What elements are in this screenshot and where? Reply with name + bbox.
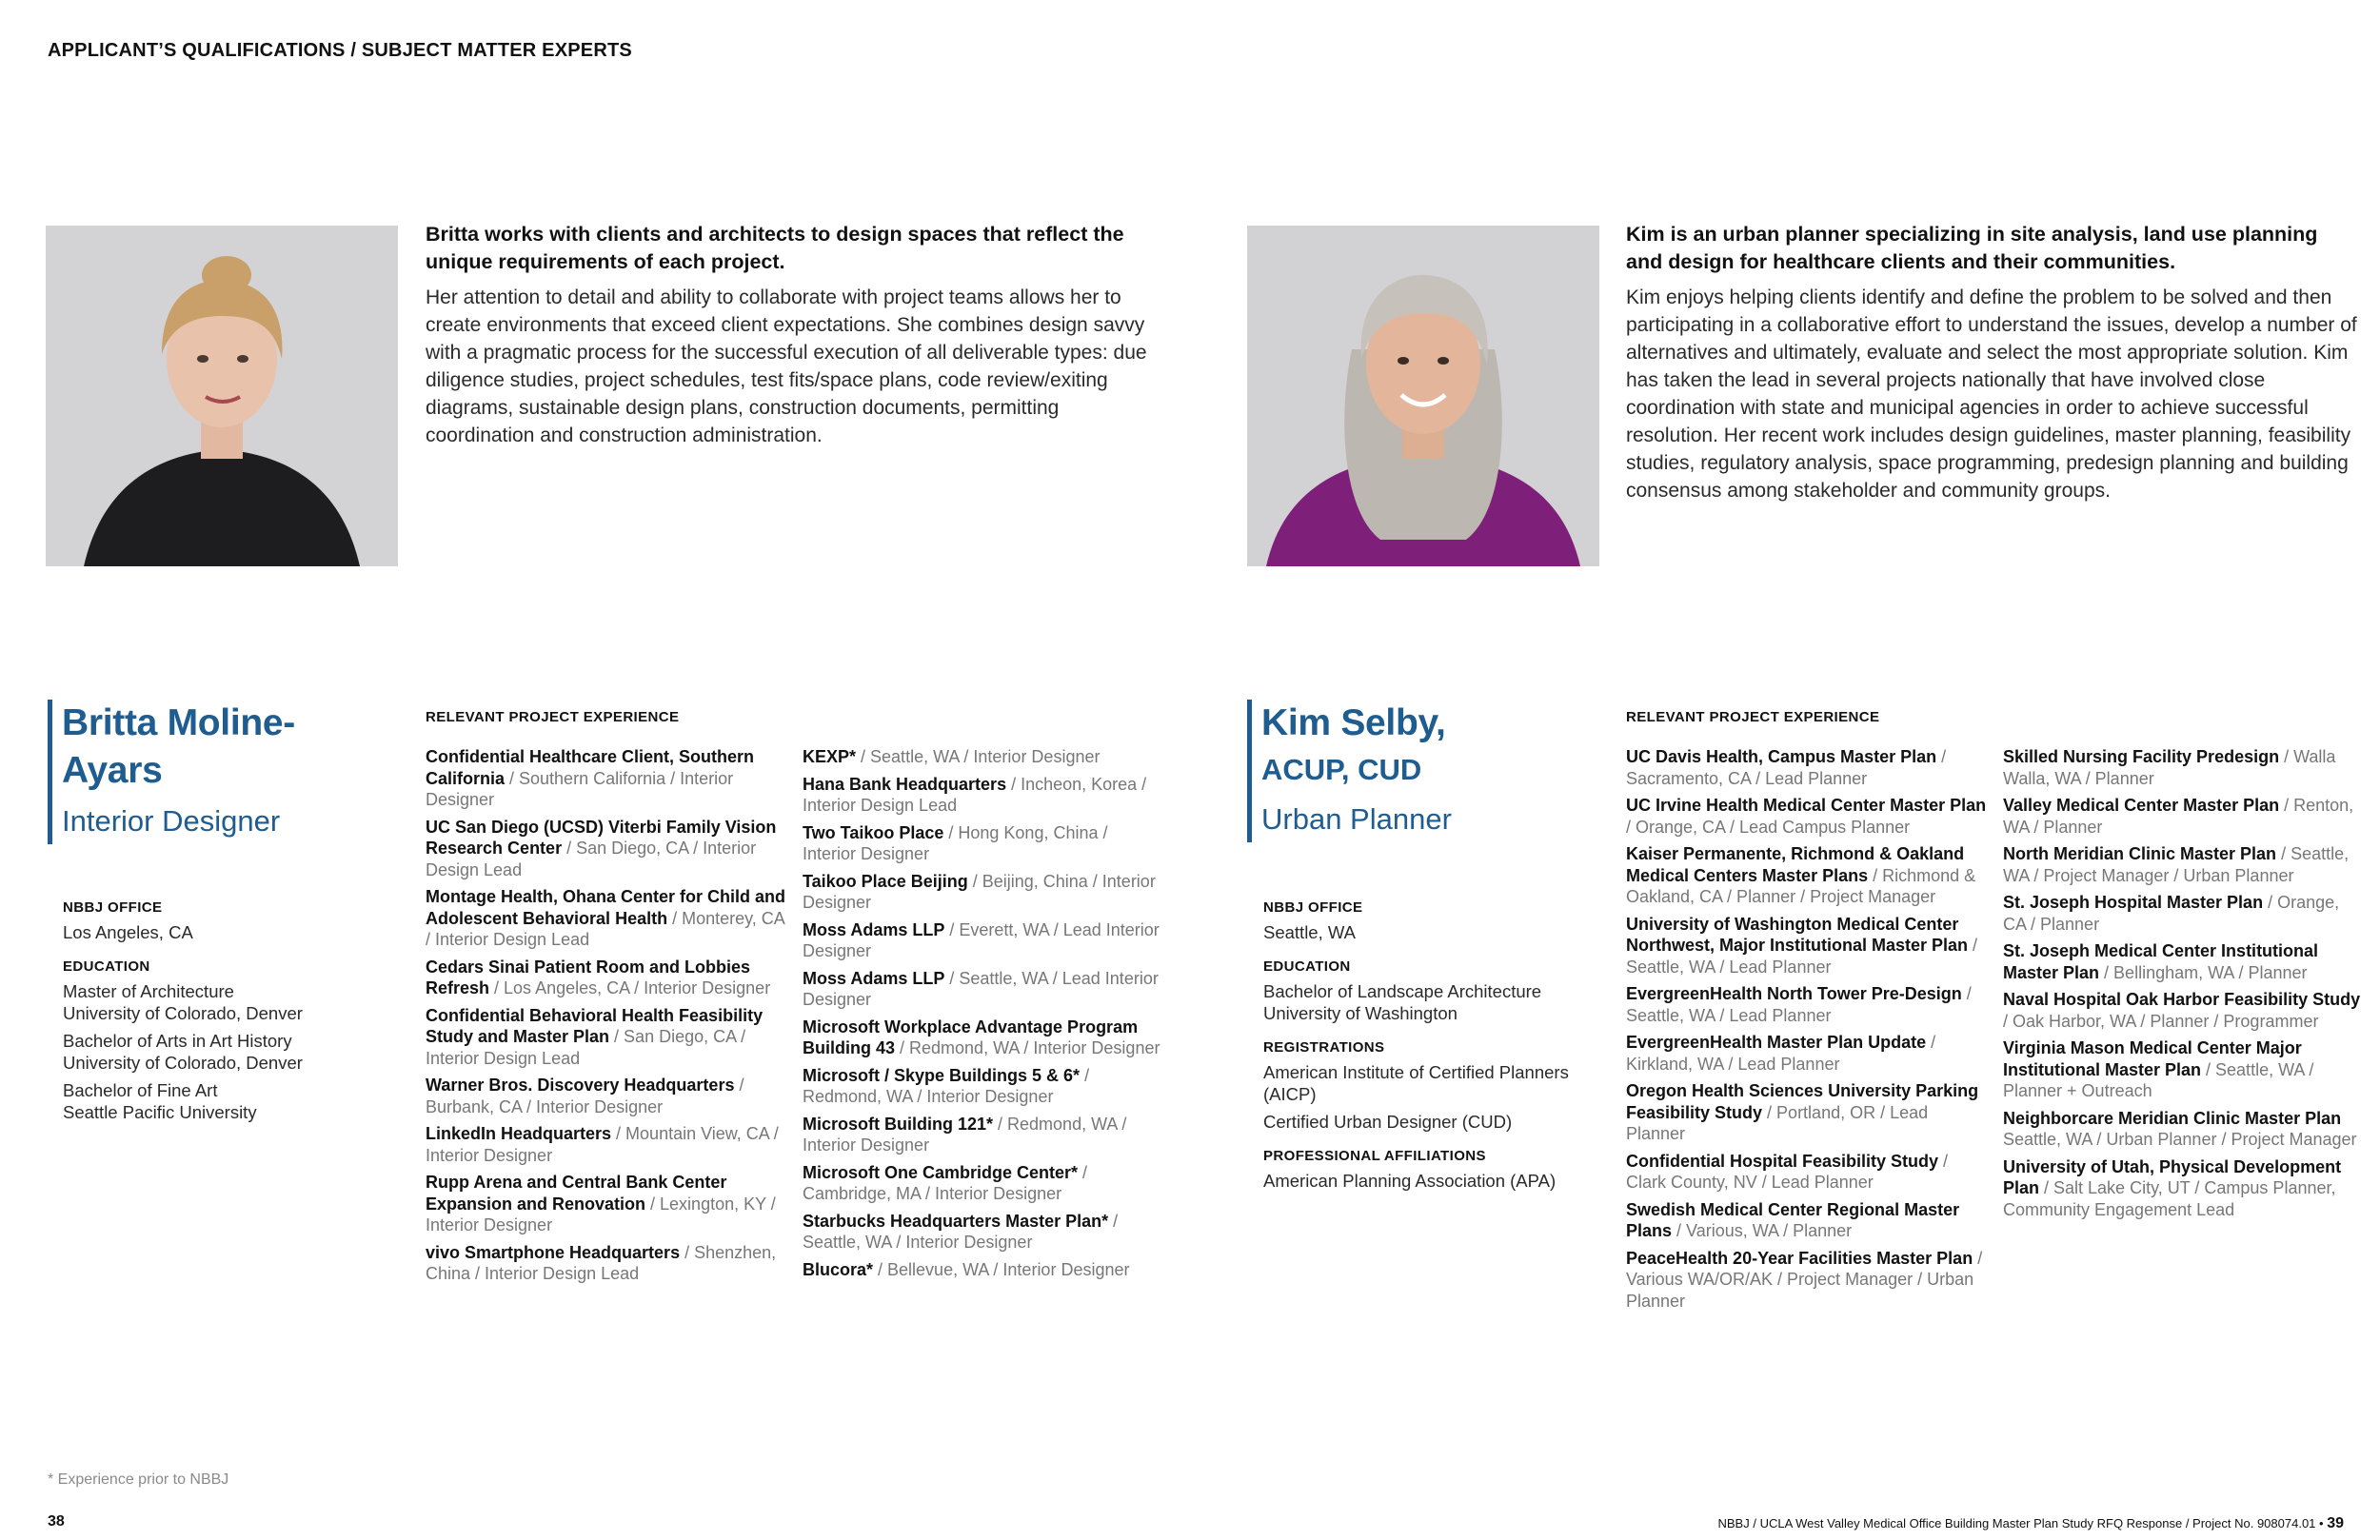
- kim-name-block: [1247, 700, 1585, 842]
- project-item: [2003, 746, 2365, 789]
- project-details: / Incheon, Korea / Interior Design Lead: [803, 774, 1147, 815]
- project-title: Two Taikoo Place: [803, 822, 944, 842]
- project-item: [803, 871, 1164, 914]
- project-title: LinkedIn Headquarters: [426, 1124, 612, 1143]
- kim-projects-col1: [1626, 746, 1988, 1317]
- project-title: Virginia Mason Medical Center Major Institutional Master Plan: [2003, 1038, 2302, 1079]
- project-title: University of Utah, Physical Development Plan: [2003, 1156, 2342, 1197]
- project-details: / Various WA/OR/AK / Project Manager / Urban Planner: [1626, 1248, 1983, 1311]
- project-details: / Seattle, WA / Interior Designer: [856, 747, 1101, 766]
- project-item: [803, 1017, 1164, 1059]
- project-details: Seattle, WA / Urban Planner / Project Manager: [2003, 1130, 2357, 1149]
- kim-projects-col2: [2003, 746, 2365, 1226]
- project-title: Montage Health, Ohana Center for Child and Adolescent Behavioral Health: [426, 887, 786, 928]
- project-title: Confidential Behavioral Health Feasibility Study and Master Plan: [426, 1005, 764, 1046]
- britta-projects-col2: [803, 746, 1164, 1286]
- kim-bio-body: Kim enjoys helping clients identify and define the problem to be solved and then participating in a collaborative effort to understand the issues, develop a number of alternatives and ultimately, evaluate and select the most appropriate solution. Kim has taken the lead in several projects nationally that have involved close coordination with state and municipal agencies in order to achieve successful resolution. Her recent work includes design guidelines, master planning, feasibility studies, regulatory analysis, space programming, predesign planning and building consensus among stakeholder and community groups.: [1626, 286, 2357, 502]
- project-title: North Meridian Clinic Master Plan: [2003, 844, 2277, 863]
- project-details: / Hong Kong, China / Interior Designer: [803, 822, 1108, 863]
- footer-right: [1718, 1515, 2345, 1532]
- footnote: * Experience prior to NBBJ: [48, 1471, 229, 1488]
- project-details: / Redmond, WA / Interior Designer: [803, 1065, 1090, 1106]
- project-item: [2003, 1156, 2365, 1221]
- project-title: Microsoft One Cambridge Center*: [803, 1162, 1079, 1182]
- portrait-silhouette-icon: [46, 226, 398, 566]
- project-details: / Mountain View, CA / Interior Designer: [426, 1124, 779, 1165]
- britta-name-line2: Ayars: [62, 750, 163, 791]
- kim-name: Kim Selby,: [1261, 702, 1446, 743]
- project-title: St. Joseph Medical Center Institutional Master Plan: [2003, 941, 2319, 982]
- project-details: / Shenzhen, China / Interior Design Lead: [426, 1242, 777, 1283]
- footer-document-title: NBBJ / UCLA West Valley Medical Office Building Master Plan Study RFQ Response / Project No. 908074.01 •: [1717, 1516, 2324, 1530]
- project-item: [803, 774, 1164, 817]
- project-title: vivo Smartphone Headquarters: [426, 1242, 681, 1262]
- project-item: [426, 1172, 787, 1236]
- kim-details: [1263, 899, 1587, 1192]
- project-details: / Clark County, NV / Lead Planner: [1626, 1151, 1949, 1192]
- project-details: / Bellingham, WA / Planner: [2099, 962, 2308, 982]
- project-item: [1626, 1032, 1988, 1075]
- project-title: Swedish Medical Center Regional Master Plans: [1626, 1199, 1960, 1240]
- project-details: / Richmond & Oakland, CA / Planner / Project Manager: [1626, 865, 1976, 906]
- project-details: / Orange, CA / Planner: [2003, 893, 2340, 934]
- project-details: / San Diego, CA / Interior Design Lead: [426, 839, 757, 879]
- kim-affiliations: American Planning Association (APA): [1263, 1171, 1557, 1191]
- degree: Master of Architecture: [63, 981, 234, 1001]
- project-details: / Seattle, WA / Lead Planner: [1626, 936, 1978, 977]
- degree: Bachelor of Fine Art: [63, 1080, 218, 1100]
- project-item: [803, 1259, 1164, 1281]
- britta-office-label: NBBJ OFFICE: [63, 899, 163, 916]
- britta-role: Interior Designer: [62, 804, 281, 838]
- project-title: Oregon Health Sciences University Parking Feasibility Study: [1626, 1081, 1979, 1122]
- portrait-silhouette-icon: [1247, 226, 1599, 566]
- project-title: Hana Bank Headquarters: [803, 774, 1007, 794]
- kim-portrait-photo: [1247, 226, 1599, 566]
- britta-bio-body: Her attention to detail and ability to collaborate with project teams allows her to create environments that exceed client expectations. She combines design savvy with a pragmatic process for the successful execution of all deliverable types: due diligence studies, project schedules, test fits/space plans, code review/exiting diagrams, sustainable design plans, construction documents, permitting coordination and construction administration.: [426, 286, 1147, 446]
- project-item: [803, 968, 1164, 1011]
- project-details: / Walla Walla, WA / Planner: [2003, 747, 2336, 788]
- project-title: Skilled Nursing Facility Predesign: [2003, 747, 2280, 766]
- project-item: [1626, 983, 1988, 1026]
- project-item: [803, 919, 1164, 962]
- britta-education-item: [63, 1079, 387, 1123]
- project-details: / Bellevue, WA / Interior Designer: [873, 1259, 1130, 1279]
- project-details: / Orange, CA / Lead Campus Planner: [1626, 817, 1911, 837]
- project-details: / Burbank, CA / Interior Designer: [426, 1076, 744, 1116]
- project-item: [803, 746, 1164, 768]
- britta-projects-col1: [426, 746, 787, 1291]
- britta-bio: [426, 221, 1149, 449]
- project-title: Naval Hospital Oak Harbor Feasibility Study: [2003, 990, 2361, 1009]
- project-details: / Renton, WA / Planner: [2003, 796, 2354, 837]
- britta-education-item: [63, 1030, 387, 1074]
- project-title: Starbucks Headquarters Master Plan*: [803, 1211, 1109, 1231]
- project-item: [803, 1114, 1164, 1156]
- project-title: St. Joseph Hospital Master Plan: [2003, 893, 2264, 912]
- project-title: Confidential Hospital Feasibility Study: [1626, 1151, 1939, 1171]
- project-title: Warner Bros. Discovery Headquarters: [426, 1076, 735, 1095]
- project-title: KEXP*: [803, 747, 857, 766]
- project-title: Microsoft Workplace Advantage Program Building 43: [803, 1017, 1139, 1057]
- project-details: / Seattle, WA / Interior Designer: [803, 1211, 1119, 1252]
- project-item: [803, 1211, 1164, 1254]
- school: University of Colorado, Denver: [63, 1053, 303, 1073]
- project-item: [426, 1242, 787, 1285]
- project-details: / Kirkland, WA / Lead Planner: [1626, 1033, 1936, 1074]
- project-details: / Sacramento, CA / Lead Planner: [1626, 747, 1947, 788]
- project-details: / Oak Harbor, WA / Planner / Programmer: [2003, 1011, 2319, 1031]
- kim-role: Urban Planner: [1261, 802, 1452, 836]
- project-details: / Beijing, China / Interior Designer: [803, 871, 1156, 912]
- britta-portrait-photo: [46, 226, 398, 566]
- project-details: / Portland, OR / Lead Planner: [1626, 1102, 1929, 1143]
- project-item: [1626, 1248, 1988, 1313]
- project-title: Valley Medical Center Master Plan: [2003, 796, 2280, 815]
- project-item: [2003, 892, 2365, 935]
- kim-rpe-label: RELEVANT PROJECT EXPERIENCE: [1626, 709, 1880, 725]
- project-item: [1626, 1151, 1988, 1194]
- project-details: / Seattle, WA / Lead Interior Designer: [803, 968, 1159, 1009]
- project-item: [426, 1123, 787, 1166]
- kim-credentials: ACUP, CUD: [1261, 753, 1422, 786]
- project-item: [1626, 1199, 1988, 1242]
- project-item: [1626, 1080, 1988, 1145]
- project-title: UC Irvine Health Medical Center Master Plan: [1626, 796, 1987, 815]
- project-item: [426, 1075, 787, 1117]
- project-item: [2003, 1108, 2365, 1151]
- project-details: / Seattle, WA / Project Manager / Urban Planner: [2003, 844, 2350, 885]
- britta-office: Los Angeles, CA: [63, 922, 193, 942]
- project-item: [1626, 843, 1988, 908]
- project-title: EvergreenHealth North Tower Pre-Design: [1626, 984, 1962, 1003]
- project-title: UC San Diego (UCSD) Viterbi Family Vision Research Center: [426, 817, 777, 858]
- project-item: [426, 957, 787, 999]
- kim-education-label: EDUCATION: [1263, 958, 1351, 975]
- kim-registrations-label: REGISTRATIONS: [1263, 1039, 1385, 1056]
- school: Seattle Pacific University: [63, 1102, 257, 1122]
- kim-bio-lead: Kim is an urban planner specializing in site analysis, land use planning and design for healthcare clients and their communities.: [1626, 223, 2318, 273]
- project-item: [2003, 940, 2365, 983]
- project-details: / Redmond, WA / Interior Designer: [803, 1114, 1127, 1155]
- project-title: Moss Adams LLP: [803, 968, 945, 988]
- project-title: Taikoo Place Beijing: [803, 871, 968, 891]
- britta-details: [63, 899, 387, 1123]
- kim-education-item: [1263, 980, 1587, 1024]
- project-title: University of Washington Medical Center Northwest, Major Institutional Master Plan: [1626, 914, 1969, 955]
- project-title: UC Davis Health, Campus Master Plan: [1626, 747, 1937, 766]
- project-item: [803, 1065, 1164, 1108]
- project-title: EvergreenHealth Master Plan Update: [1626, 1033, 1927, 1052]
- project-item: [2003, 989, 2365, 1032]
- project-title: PeaceHealth 20-Year Facilities Master Plan: [1626, 1248, 1973, 1268]
- project-item: [1626, 746, 1988, 789]
- project-details: / Cambridge, MA / Interior Designer: [803, 1162, 1088, 1203]
- page-number-right: 39: [2327, 1515, 2344, 1531]
- school: University of Washington: [1263, 1003, 1458, 1023]
- project-title: Rupp Arena and Central Bank Center Expansion and Renovation: [426, 1173, 727, 1214]
- kim-office: Seattle, WA: [1263, 922, 1356, 942]
- project-details: / Everett, WA / Lead Interior Designer: [803, 919, 1160, 960]
- kim-affiliations-label: PROFESSIONAL AFFILIATIONS: [1263, 1148, 1486, 1164]
- project-item: [426, 746, 787, 811]
- project-title: Moss Adams LLP: [803, 919, 945, 939]
- school: University of Colorado, Denver: [63, 1003, 303, 1023]
- project-details: / Los Angeles, CA / Interior Designer: [489, 978, 771, 997]
- kim-bio: [1626, 221, 2359, 504]
- project-title: Kaiser Permanente, Richmond & Oakland Medical Centers Master Plans: [1626, 844, 1965, 885]
- project-details: / Lexington, KY / Interior Designer: [426, 1194, 776, 1234]
- project-title: Confidential Healthcare Client, Southern California: [426, 747, 755, 788]
- degree: Bachelor of Landscape Architecture: [1263, 981, 1542, 1001]
- project-title: Microsoft / Skype Buildings 5 & 6*: [803, 1065, 1081, 1085]
- project-item: [2003, 843, 2365, 886]
- project-title: Microsoft Building 121*: [803, 1114, 994, 1134]
- page-header-title: APPLICANT’S QUALIFICATIONS / SUBJECT MATTER EXPERTS: [48, 40, 632, 61]
- project-item: [1626, 795, 1988, 838]
- britta-name-block: [48, 700, 376, 844]
- project-item: [803, 1162, 1164, 1205]
- kim-registration: American Institute of Certified Planners (AICP): [1263, 1062, 1569, 1104]
- project-item: [426, 1005, 787, 1070]
- project-details: / Salt Lake City, UT / Campus Planner, Community Engagement Lead: [2003, 1178, 2336, 1219]
- project-details: / Redmond, WA / Interior Designer: [895, 1038, 1160, 1057]
- project-title: Neighborcare Meridian Clinic Master Plan: [2003, 1108, 2342, 1128]
- project-item: [426, 817, 787, 881]
- project-details: / San Diego, CA / Interior Design Lead: [426, 1027, 746, 1068]
- project-item: [2003, 795, 2365, 838]
- page-number-left: 38: [48, 1513, 65, 1530]
- project-details: / Southern California / Interior Designer: [426, 768, 734, 809]
- project-details: / Monterey, CA / Interior Design Lead: [426, 908, 784, 949]
- project-item: [803, 822, 1164, 865]
- kim-office-label: NBBJ OFFICE: [1263, 899, 1363, 916]
- britta-education-label: EDUCATION: [63, 958, 150, 975]
- project-item: [426, 886, 787, 951]
- project-item: [1626, 914, 1988, 978]
- project-item: [2003, 1037, 2365, 1102]
- britta-bio-lead: Britta works with clients and architects to design spaces that reflect the unique requirements of each project.: [426, 223, 1124, 273]
- degree: Bachelor of Arts in Art History: [63, 1031, 292, 1051]
- britta-rpe-label: RELEVANT PROJECT EXPERIENCE: [426, 709, 680, 725]
- project-details: / Seattle, WA / Lead Planner: [1626, 984, 1972, 1025]
- britta-education-item: [63, 980, 387, 1024]
- project-title: Cedars Sinai Patient Room and Lobbies Refresh: [426, 957, 751, 997]
- britta-name-line1: Britta Moline-: [62, 702, 295, 743]
- project-details: / Seattle, WA / Planner + Outreach: [2003, 1059, 2314, 1100]
- project-title: Blucora*: [803, 1259, 874, 1279]
- project-details: / Various, WA / Planner: [1672, 1221, 1853, 1240]
- kim-registration: Certified Urban Designer (CUD): [1263, 1112, 1513, 1132]
